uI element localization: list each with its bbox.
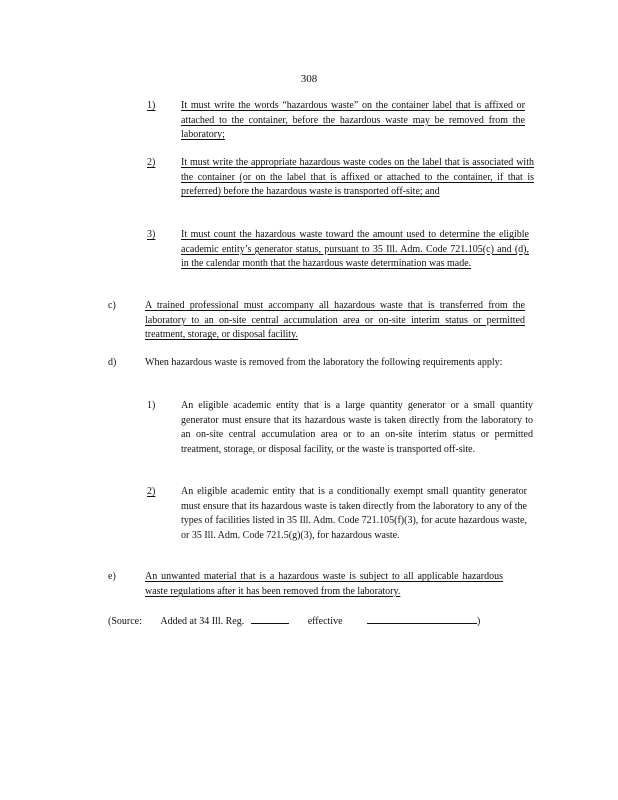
item-text-d: When hazardous waste is removed from the laboratory the following requirements apply: bbox=[145, 357, 503, 368]
source-prefix: (Source: bbox=[108, 616, 142, 627]
item-label-c: c) bbox=[108, 300, 116, 311]
item-text-1: It must write the words “hazardous waste” on the container label that is affixed or attached to the container, before the hazardous waste may be removed from the laboratory; bbox=[181, 100, 525, 141]
item-label-d2: 2) bbox=[147, 486, 156, 497]
item-label-3: 3) bbox=[147, 229, 156, 240]
source-note bbox=[108, 613, 480, 629]
effective-date-blank bbox=[367, 613, 477, 624]
source-effective: effective bbox=[307, 616, 343, 627]
item-text-d1: An eligible academic entity that is a large quantity generator or a small quantity generator must ensure that its hazardous waste is taken directly from the laboratory to an on-site central accumulation area or to an on-site interim status or permitted treatment, storage, or disposal facility, or the waste is transported off-site. bbox=[181, 400, 533, 455]
item-text-3: It must count the hazardous waste toward the amount used to determine the eligible academic entity’s generator status, pursuant to 35 Ill. Adm. Code 721.105(c) and (d), in the calendar month that the hazardous waste determination was made. bbox=[181, 229, 529, 270]
item-text-e: An unwanted material that is a hazardous waste is subject to all applicable hazardous waste regulations after it has been removed from the laboratory. bbox=[145, 571, 503, 597]
source-added: Added at 34 Ill. Reg. bbox=[160, 616, 245, 627]
item-text-c: A trained professional must accompany all hazardous waste that is transferred from the laboratory to an on-site central accumulation area or on-site interim status or permitted treatment, storage, or disposal facility. bbox=[145, 300, 525, 341]
source-suffix: ) bbox=[477, 616, 481, 627]
item-label-e: e) bbox=[108, 571, 116, 582]
item-text-2: It must write the appropriate hazardous waste codes on the label that is associated with the container (or on the label that is affixed or attached to the container, if that is preferred) before the hazardous waste is transported off-site; and bbox=[181, 157, 534, 198]
item-label-2: 2) bbox=[147, 157, 156, 168]
register-page-blank bbox=[251, 613, 289, 624]
page-number: 308 bbox=[300, 73, 318, 85]
item-label-d: d) bbox=[108, 357, 117, 368]
item-text-d2: An eligible academic entity that is a conditionally exempt small quantity generator must ensure that its hazardous waste is taken directly from the laboratory to any of the types of facilities listed in 35 Ill. Adm. Code 721.105(f)(3), for acute hazardous waste, or 35 Ill. Adm. Code 721.5(g)(3), for hazardous waste. bbox=[181, 486, 527, 541]
item-label-d1: 1) bbox=[147, 400, 156, 411]
item-label-1: 1) bbox=[147, 100, 156, 111]
